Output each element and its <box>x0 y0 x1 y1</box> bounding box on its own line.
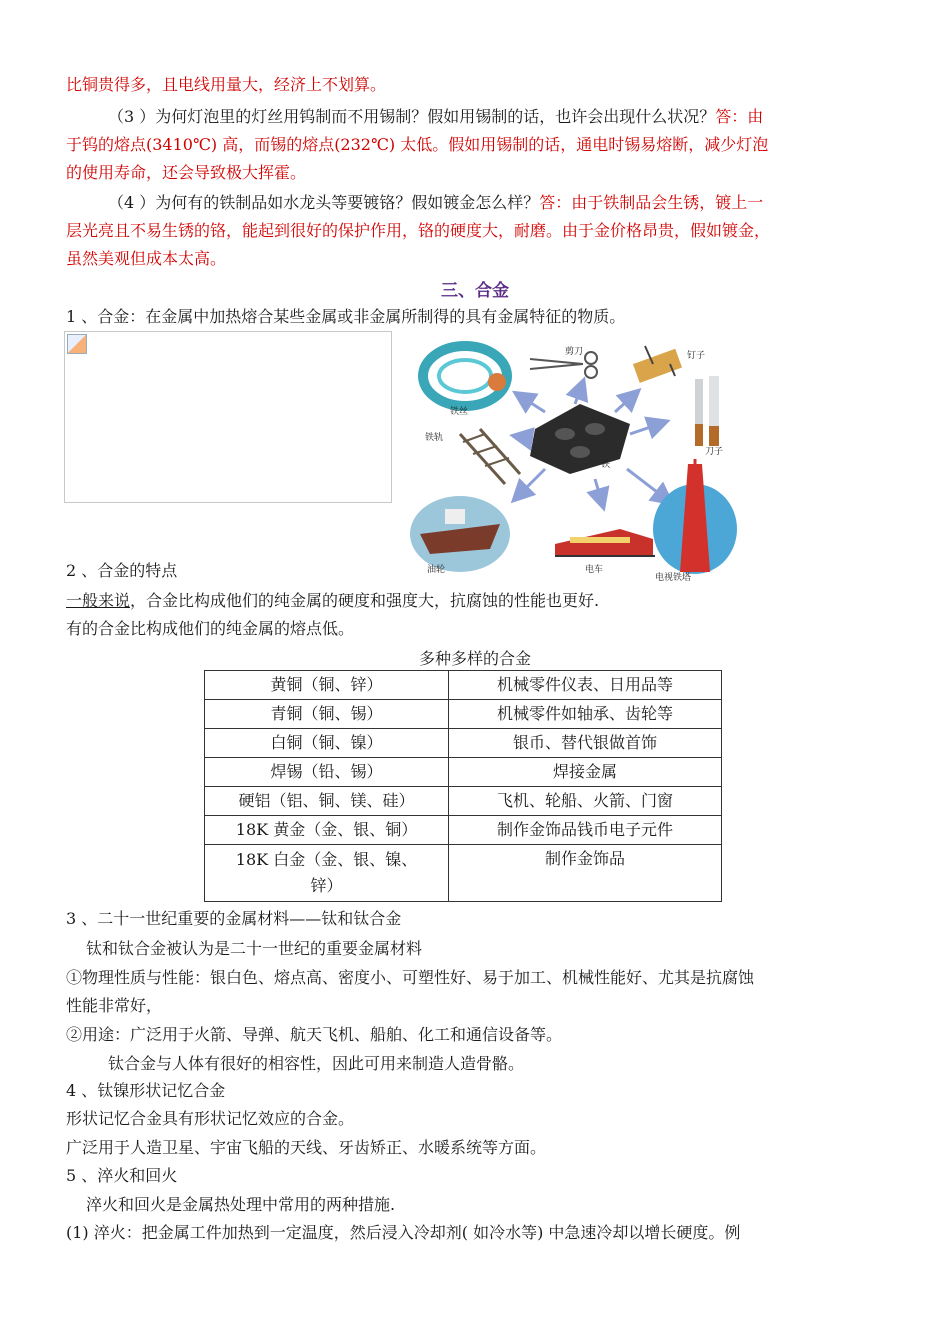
table-cell-use: 制作金饰品钱币电子元件 <box>449 816 722 845</box>
question-text: （3 ）为何灯泡里的灯丝用钨制而不用锡制？假如用锡制的话，也许会出现什么状况？ <box>108 107 716 126</box>
item2-line2: 有的合金比构成他们的纯金属的熔点低。 <box>66 619 355 638</box>
table-row <box>205 787 722 816</box>
answer-text: 的使用寿命，还会导致极大挥霍。 <box>66 163 307 182</box>
cell-text: 18K 白金（金、银、镍、 <box>235 850 418 869</box>
table-cell-use: 银币、替代银做首饰 <box>449 729 722 758</box>
table-cell-alloy: 焊锡（铅、锡） <box>205 758 449 787</box>
section-title: 三、合金 <box>441 281 509 301</box>
item2-title: 2 、合金的特点 <box>66 561 178 580</box>
answer-text: 虽然美观但成本太高。 <box>66 249 227 268</box>
knives-icon <box>695 376 719 446</box>
underlined-phrase: 一般来说 <box>66 591 131 610</box>
table-cell-alloy: 18K 黄金（金、银、铜） <box>205 816 449 845</box>
answer-text: 层光亮且不易生锈的铬，能起到很好的保护作用，铬的硬度大，耐磨。由于金价格昂贵，假如镀金， <box>66 221 771 240</box>
alloy-definition: 1 、合金：在金属中加热熔合某些金属或非金属所制得的具有金属特征的物质。 <box>66 307 626 326</box>
iron-block-icon <box>530 404 630 474</box>
text-line: 比铜贵得多，且电线用量大，经济上不划算。 <box>66 75 387 94</box>
table-cell-alloy: 黄铜（铜、锌） <box>205 671 449 700</box>
table-caption: 多种多样的合金 <box>418 649 531 668</box>
question-4 <box>66 190 938 216</box>
item2-line1 <box>66 588 896 614</box>
table-row <box>205 845 722 902</box>
table-row <box>205 700 722 729</box>
item3-line1: 钛和钛合金被认为是二十一世纪的重要金属材料 <box>86 939 423 958</box>
table-cell-use: 机械零件仪表、日用品等 <box>449 671 722 700</box>
center-label: 铁 <box>601 460 611 470</box>
answer-text: 答：由于铁制品会生锈，镀上一 <box>539 193 764 212</box>
label-nails: 钉子 <box>687 351 706 361</box>
broken-image-icon <box>67 334 87 354</box>
table-row <box>205 671 722 700</box>
answer-text: 于钨的熔点(3410℃) 高，而锡的熔点(232℃) 太低。假如用锡制的话，通电时锡易熔断，减少灯泡 <box>66 135 769 154</box>
table-row <box>205 816 722 845</box>
question-3 <box>66 104 938 130</box>
table-cell-alloy: 白铜（铜、镍） <box>205 729 449 758</box>
item4-title: 4 、钛镍形状记忆合金 <box>66 1081 226 1100</box>
broken-image-placeholder <box>64 331 392 503</box>
table-row <box>205 729 722 758</box>
table-cell-use: 制作金饰品 <box>449 845 722 902</box>
item3-line2a: ①物理性质与性能：银白色、熔点高、密度小、可塑性好、易于加工、机械性能好、尤其是抗腐蚀 <box>66 968 755 987</box>
item5-line2: (1) 淬火：把金属工件加热到一定温度，然后浸入冷却剂( 如冷水等) 中急速冷却以增长硬度。例 <box>66 1223 741 1242</box>
item3-line2b: 性能非常好， <box>66 996 163 1015</box>
cell-text: 锌） <box>310 876 343 895</box>
label-ship: 油轮 <box>427 565 446 575</box>
label-knives: 刀子 <box>705 447 724 457</box>
item4-line2: 广泛用于人造卫星、宇宙飞船的天线、牙齿矫正、水暖系统等方面。 <box>66 1138 547 1157</box>
table-cell-alloy <box>205 845 449 902</box>
table-row <box>205 758 722 787</box>
iron-uses-diagram <box>405 334 740 584</box>
answer-text: 答：由 <box>715 107 764 126</box>
item2-line1-rest: ，合金比构成他们的纯金属的硬度和强度大，抗腐蚀的性能也更好. <box>130 591 600 610</box>
item3-title: 3 、二十一世纪重要的金属材料——钛和钛合金 <box>66 909 402 928</box>
table-cell-alloy: 硬铝（铝、铜、镁、硅） <box>205 787 449 816</box>
scissors-icon <box>530 352 597 378</box>
item5-line1: 淬火和回火是金属热处理中常用的两种措施. <box>86 1195 396 1214</box>
item3-line4: 钛合金与人体有很好的相容性，因此可用来制造人造骨骼。 <box>108 1054 525 1073</box>
nails-icon <box>633 346 682 383</box>
label-rails: 铁轨 <box>425 433 444 443</box>
wire-coil-icon <box>423 346 507 406</box>
tv-tower-icon <box>653 459 737 574</box>
alloy-table <box>204 670 722 902</box>
train-icon <box>555 529 655 556</box>
railway-track-icon <box>460 429 520 484</box>
table-cell-use: 飞机、轮船、火箭、门窗 <box>449 787 722 816</box>
question-text: （4 ）为何有的铁制品如水龙头等要镀铬？假如镀金怎么样？ <box>108 193 540 212</box>
table-cell-use: 焊接金属 <box>449 758 722 787</box>
item4-line1: 形状记忆合金具有形状记忆效应的合金。 <box>66 1109 355 1128</box>
table-cell-use: 机械零件如轴承、齿轮等 <box>449 700 722 729</box>
label-tower: 电视铁塔 <box>655 573 692 583</box>
item3-line3: ②用途：广泛用于火箭、导弹、航天飞机、船舶、化工和通信设备等。 <box>66 1025 563 1044</box>
item5-title: 5 、淬火和回火 <box>66 1166 178 1185</box>
label-wire: 铁丝 <box>450 407 469 417</box>
table-cell-alloy: 青铜（铜、锡） <box>205 700 449 729</box>
label-train: 电车 <box>585 565 604 575</box>
label-scissors: 剪刀 <box>565 347 584 357</box>
